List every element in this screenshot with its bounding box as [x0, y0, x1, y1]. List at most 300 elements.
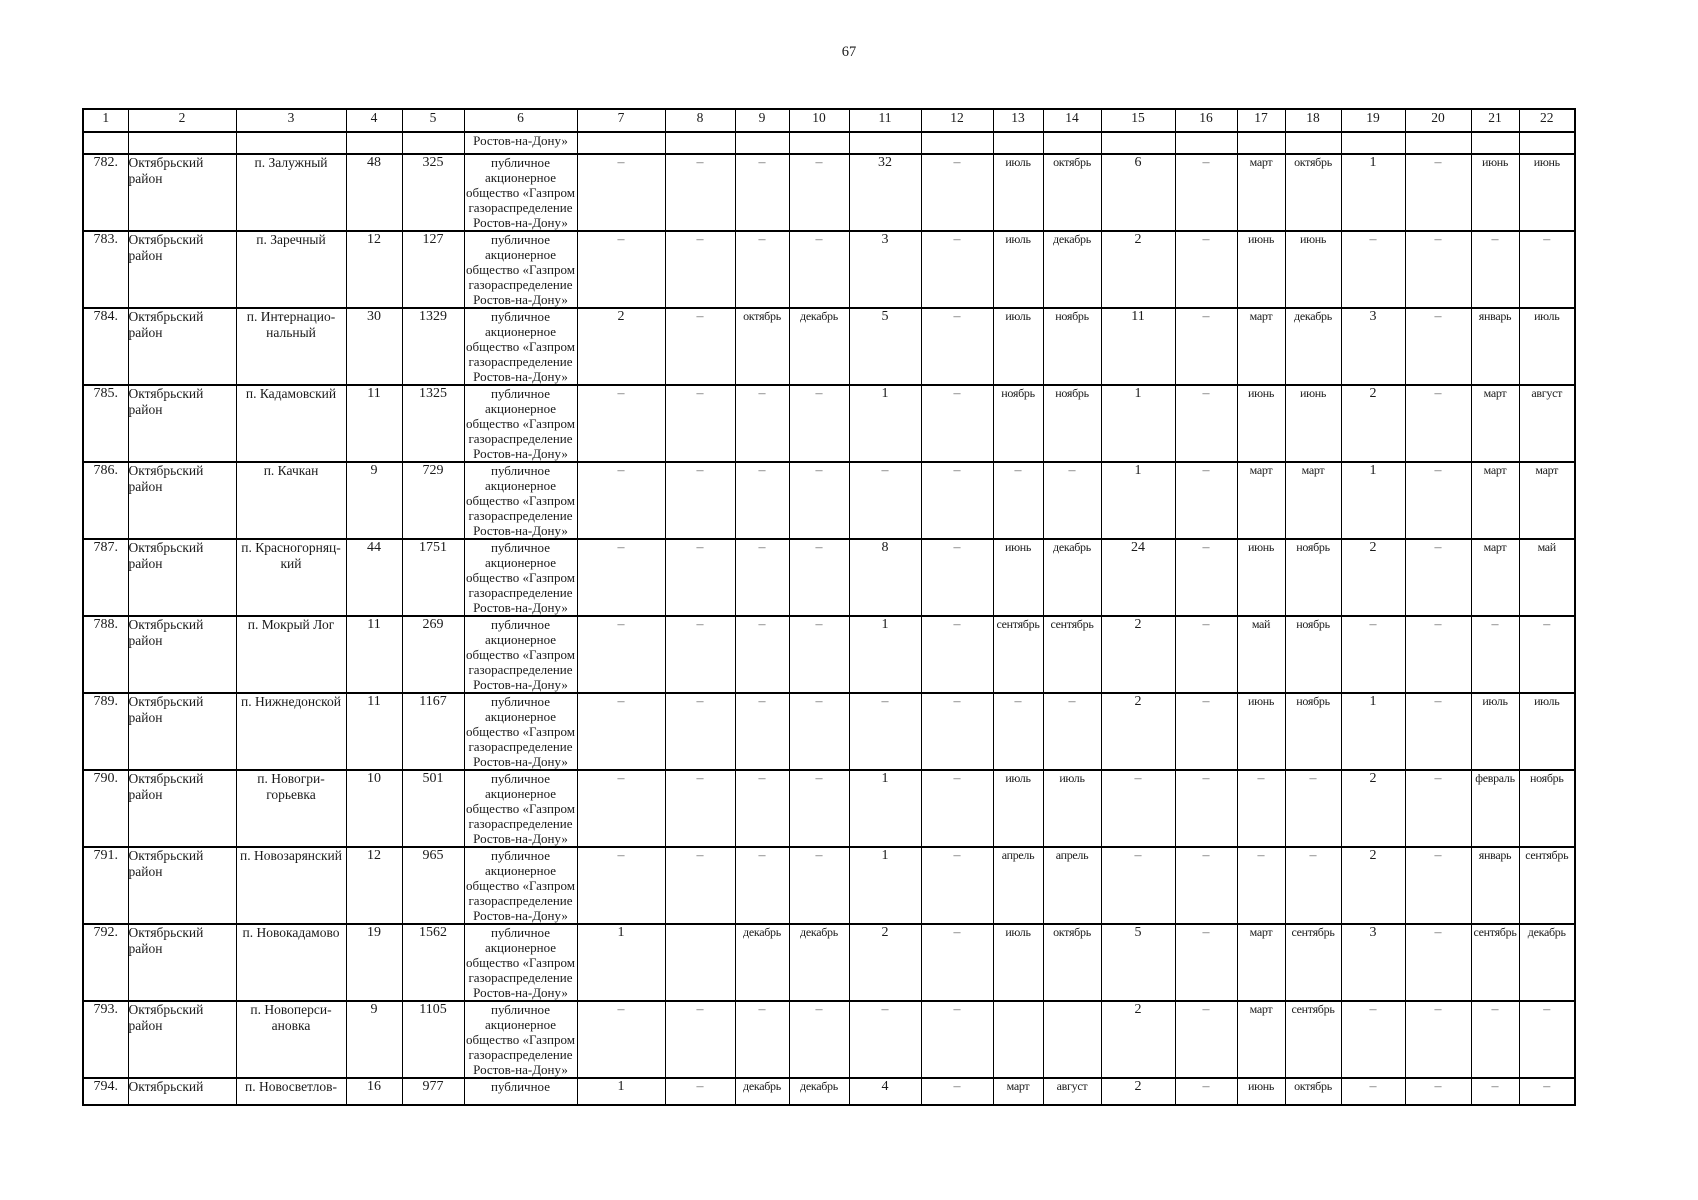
- text-line: акционерное: [484, 401, 557, 416]
- dash-cell: –: [1471, 1078, 1519, 1105]
- column-number-header: 18: [1285, 109, 1341, 132]
- value-cell: 3: [1341, 924, 1405, 1001]
- month-cell: июль: [1519, 308, 1575, 385]
- row-number-cell: 793.: [83, 1001, 128, 1078]
- month-cell: июль: [1471, 693, 1519, 770]
- dash-cell: –: [1175, 924, 1237, 1001]
- dash-cell: –: [577, 616, 665, 693]
- dash-cell: –: [1519, 616, 1575, 693]
- dash-cell: –: [577, 231, 665, 308]
- dash-cell: –: [1175, 770, 1237, 847]
- value-cell: 127: [402, 231, 464, 308]
- dash-cell: –: [1405, 1078, 1471, 1105]
- row-number-cell: 794.: [83, 1078, 128, 1105]
- district-cell: [128, 539, 236, 616]
- value-cell: 1: [849, 770, 921, 847]
- column-number-header: 11: [849, 109, 921, 132]
- value-cell: 19: [346, 924, 402, 1001]
- column-number-header: 9: [735, 109, 789, 132]
- month-cell: июнь: [1519, 154, 1575, 231]
- text-line: публичное: [491, 540, 550, 555]
- dash-cell: –: [577, 770, 665, 847]
- organization-cell: [464, 770, 577, 847]
- dash-cell: –: [1175, 231, 1237, 308]
- column-number-header: 3: [236, 109, 346, 132]
- organization-cell: [464, 1078, 577, 1105]
- settlement-cell: [236, 847, 346, 924]
- table-row: [83, 1001, 1575, 1078]
- empty-cell: [1043, 1001, 1101, 1078]
- month-cell: октябрь: [1285, 1078, 1341, 1105]
- dash-cell: –: [921, 154, 993, 231]
- month-cell: апрель: [993, 847, 1043, 924]
- month-cell: март: [1237, 308, 1285, 385]
- text-line: п. Новогри-: [257, 771, 325, 786]
- month-cell: июнь: [993, 539, 1043, 616]
- dash-cell: –: [735, 1001, 789, 1078]
- text-line: публичное: [491, 848, 550, 863]
- dash-cell: –: [665, 385, 735, 462]
- dash-cell: –: [1043, 693, 1101, 770]
- dash-cell: –: [1471, 616, 1519, 693]
- text-line: акционерное: [484, 1017, 557, 1032]
- district-cell: [128, 616, 236, 693]
- column-number-header: 13: [993, 109, 1043, 132]
- value-cell: 11: [1101, 308, 1175, 385]
- month-cell: май: [1237, 616, 1285, 693]
- month-cell: ноябрь: [1519, 770, 1575, 847]
- text-line: общество «Газпром: [465, 1032, 575, 1047]
- settlement-cell: [236, 770, 346, 847]
- text-line: нальный: [266, 324, 316, 340]
- value-cell: 9: [346, 1001, 402, 1078]
- month-cell: июнь: [1237, 1078, 1285, 1105]
- value-cell: 977: [402, 1078, 464, 1105]
- text-line: горьевка: [266, 786, 316, 802]
- value-cell: 1: [1101, 385, 1175, 462]
- text-line: газораспределение: [468, 200, 573, 215]
- value-cell: 1: [577, 924, 665, 1001]
- row-number-cell: 790.: [83, 770, 128, 847]
- dash-cell: –: [921, 539, 993, 616]
- table-row: [83, 1078, 1575, 1105]
- dash-cell: –: [1405, 462, 1471, 539]
- dash-cell: –: [735, 154, 789, 231]
- district-cell: [128, 770, 236, 847]
- text-line: п. Новокадамово: [242, 925, 340, 940]
- value-cell: 269: [402, 616, 464, 693]
- value-cell: 8: [849, 539, 921, 616]
- dash-cell: –: [789, 539, 849, 616]
- dash-cell: –: [1471, 1001, 1519, 1078]
- dash-cell: –: [789, 770, 849, 847]
- dash-cell: –: [1341, 616, 1405, 693]
- text-line: публичное: [491, 925, 550, 940]
- month-cell: декабрь: [1043, 539, 1101, 616]
- value-cell: 1325: [402, 385, 464, 462]
- month-cell: ноябрь: [1043, 308, 1101, 385]
- text-line: Октябрьский: [128, 386, 204, 401]
- text-line: Октябрьский: [128, 617, 204, 632]
- value-cell: 5: [1101, 924, 1175, 1001]
- month-cell: сентябрь: [1285, 1001, 1341, 1078]
- empty-cell: [83, 132, 128, 154]
- text-line: район: [128, 247, 163, 263]
- text-line: Ростов-на-Дону»: [473, 908, 568, 923]
- dash-cell: –: [577, 539, 665, 616]
- column-number-header: 10: [789, 109, 849, 132]
- text-line: район: [128, 555, 163, 571]
- gasification-schedule-table: [82, 108, 1576, 1106]
- text-line: публичное: [491, 617, 550, 632]
- table-row: [83, 231, 1575, 308]
- empty-cell: [346, 132, 402, 154]
- empty-cell: [993, 132, 1043, 154]
- text-line: общество «Газпром: [465, 493, 575, 508]
- row-number-cell: 789.: [83, 693, 128, 770]
- text-line: общество «Газпром: [465, 724, 575, 739]
- month-cell: октябрь: [1043, 924, 1101, 1001]
- district-cell: [128, 462, 236, 539]
- text-line: общество «Газпром: [465, 570, 575, 585]
- month-cell: декабрь: [1519, 924, 1575, 1001]
- table-row: [83, 154, 1575, 231]
- month-cell: октябрь: [735, 308, 789, 385]
- column-number-header: 12: [921, 109, 993, 132]
- dash-cell: –: [665, 462, 735, 539]
- month-cell: июль: [1519, 693, 1575, 770]
- value-cell: 1: [849, 616, 921, 693]
- text-line: район: [128, 940, 163, 956]
- month-cell: июль: [993, 770, 1043, 847]
- text-line: Октябрьский: [128, 848, 204, 863]
- month-cell: ноябрь: [1285, 539, 1341, 616]
- dash-cell: –: [665, 539, 735, 616]
- empty-cell: [128, 132, 236, 154]
- dash-cell: –: [1405, 385, 1471, 462]
- empty-cell: [921, 132, 993, 154]
- month-cell: декабрь: [789, 308, 849, 385]
- text-line: акционерное: [484, 555, 557, 570]
- dash-cell: –: [1519, 1001, 1575, 1078]
- value-cell: 11: [346, 616, 402, 693]
- dash-cell: –: [789, 462, 849, 539]
- empty-cell: [577, 132, 665, 154]
- text-line: Октябрьский: [128, 540, 204, 555]
- value-cell: 1: [577, 1078, 665, 1105]
- column-number-header: 8: [665, 109, 735, 132]
- dash-cell: –: [1405, 770, 1471, 847]
- dash-cell: –: [1175, 1001, 1237, 1078]
- value-cell: 1: [849, 385, 921, 462]
- dash-cell: –: [921, 924, 993, 1001]
- text-line: Октябрьский: [128, 694, 204, 709]
- value-cell: 9: [346, 462, 402, 539]
- value-cell: 729: [402, 462, 464, 539]
- table-row: [83, 847, 1575, 924]
- empty-cell: [1405, 132, 1471, 154]
- month-cell: декабрь: [735, 1078, 789, 1105]
- empty-cell: [735, 132, 789, 154]
- text-line: публичное: [491, 1079, 550, 1094]
- empty-cell: [1519, 132, 1575, 154]
- column-number-header: 22: [1519, 109, 1575, 132]
- month-cell: июль: [993, 154, 1043, 231]
- dash-cell: –: [1175, 693, 1237, 770]
- column-number-header: 14: [1043, 109, 1101, 132]
- text-line: район: [128, 478, 163, 494]
- dash-cell: –: [735, 462, 789, 539]
- text-line: акционерное: [484, 786, 557, 801]
- organization-cell: [464, 693, 577, 770]
- month-cell: июнь: [1237, 231, 1285, 308]
- month-cell: июль: [993, 924, 1043, 1001]
- text-line: газораспределение: [468, 816, 573, 831]
- text-line: общество «Газпром: [465, 185, 575, 200]
- organization-cell: [464, 385, 577, 462]
- month-cell: март: [1237, 154, 1285, 231]
- month-cell: ноябрь: [1285, 693, 1341, 770]
- value-cell: 501: [402, 770, 464, 847]
- text-line: Октябрьский: [128, 155, 204, 170]
- value-cell: 3: [849, 231, 921, 308]
- text-line: Ростов-на-Дону»: [473, 754, 568, 769]
- text-line: газораспределение: [468, 277, 573, 292]
- dash-cell: –: [1175, 847, 1237, 924]
- dash-cell: –: [577, 847, 665, 924]
- text-line: газораспределение: [468, 662, 573, 677]
- value-cell: 1: [1341, 693, 1405, 770]
- month-cell: июль: [993, 308, 1043, 385]
- organization-cell: [464, 847, 577, 924]
- text-line: Октябрьский: [128, 1002, 204, 1017]
- dash-cell: –: [789, 693, 849, 770]
- table-row: [83, 539, 1575, 616]
- value-cell: 12: [346, 847, 402, 924]
- text-line: публичное: [491, 463, 550, 478]
- dash-cell: –: [921, 1001, 993, 1078]
- dash-cell: –: [1405, 847, 1471, 924]
- settlement-cell: [236, 231, 346, 308]
- text-line: публичное: [491, 771, 550, 786]
- organization-cell: [464, 924, 577, 1001]
- row-number-cell: 787.: [83, 539, 128, 616]
- empty-cell: [789, 132, 849, 154]
- month-cell: январь: [1471, 308, 1519, 385]
- settlement-cell: [236, 693, 346, 770]
- month-cell: сентябрь: [1471, 924, 1519, 1001]
- month-cell: июль: [1043, 770, 1101, 847]
- text-line: газораспределение: [468, 508, 573, 523]
- empty-cell: [849, 132, 921, 154]
- month-cell: сентябрь: [993, 616, 1043, 693]
- dash-cell: –: [921, 770, 993, 847]
- dash-cell: –: [665, 847, 735, 924]
- text-line: общество «Газпром: [465, 416, 575, 431]
- text-line: Октябрьский: [128, 232, 204, 247]
- dash-cell: –: [665, 154, 735, 231]
- month-cell: март: [1471, 385, 1519, 462]
- text-line: п. Новоперси-: [250, 1002, 332, 1017]
- value-cell: 16: [346, 1078, 402, 1105]
- column-number-header-row: [83, 109, 1575, 132]
- text-line: газораспределение: [468, 1047, 573, 1062]
- text-line: Ростов-на-Дону»: [473, 831, 568, 846]
- text-line: район: [128, 170, 163, 186]
- month-cell: июнь: [1237, 385, 1285, 462]
- text-line: публичное: [491, 694, 550, 709]
- text-line: п. Интернацио-: [246, 309, 336, 324]
- district-cell: [128, 231, 236, 308]
- empty-cell: [1043, 132, 1101, 154]
- text-line: акционерное: [484, 247, 557, 262]
- dash-cell: –: [921, 308, 993, 385]
- dash-cell: –: [1405, 693, 1471, 770]
- text-line: район: [128, 632, 163, 648]
- dash-cell: –: [665, 693, 735, 770]
- text-line: Октябрьский: [128, 925, 204, 940]
- settlement-cell: [236, 462, 346, 539]
- empty-cell: [1101, 132, 1175, 154]
- column-number-header: 19: [1341, 109, 1405, 132]
- dash-cell: –: [789, 616, 849, 693]
- text-line: п. Заречный: [256, 232, 326, 247]
- value-cell: 1167: [402, 693, 464, 770]
- month-cell: июнь: [1285, 385, 1341, 462]
- text-line: акционерное: [484, 940, 557, 955]
- dash-cell: –: [921, 462, 993, 539]
- dash-cell: –: [665, 1078, 735, 1105]
- column-number-header: 17: [1237, 109, 1285, 132]
- value-cell: 10: [346, 770, 402, 847]
- organization-cell: [464, 616, 577, 693]
- dash-cell: –: [1237, 770, 1285, 847]
- dash-cell: –: [789, 385, 849, 462]
- dash-cell: –: [665, 231, 735, 308]
- dash-cell: –: [1175, 616, 1237, 693]
- dash-cell: –: [1405, 308, 1471, 385]
- value-cell: 44: [346, 539, 402, 616]
- organization-cell: [464, 308, 577, 385]
- dash-cell: –: [735, 770, 789, 847]
- dash-cell: –: [993, 462, 1043, 539]
- dash-cell: –: [789, 231, 849, 308]
- settlement-cell: [236, 385, 346, 462]
- column-number-header: 21: [1471, 109, 1519, 132]
- dash-cell: –: [1175, 385, 1237, 462]
- table-row: [83, 693, 1575, 770]
- dash-cell: –: [921, 693, 993, 770]
- value-cell: 30: [346, 308, 402, 385]
- month-cell: март: [1237, 924, 1285, 1001]
- text-line: п. Мокрый Лог: [247, 617, 335, 632]
- dash-cell: –: [1405, 154, 1471, 231]
- row-number-cell: 784.: [83, 308, 128, 385]
- text-line: акционерное: [484, 709, 557, 724]
- column-number-header: 15: [1101, 109, 1175, 132]
- value-cell: 1562: [402, 924, 464, 1001]
- value-cell: 2: [1101, 616, 1175, 693]
- settlement-cell: [236, 154, 346, 231]
- dash-cell: –: [735, 693, 789, 770]
- month-cell: июнь: [1237, 539, 1285, 616]
- text-line: район: [128, 324, 163, 340]
- value-cell: 2: [1101, 693, 1175, 770]
- dash-cell: –: [1285, 770, 1341, 847]
- organization-cell: [464, 539, 577, 616]
- empty-cell: [1237, 132, 1285, 154]
- district-cell: [128, 924, 236, 1001]
- dash-cell: –: [577, 1001, 665, 1078]
- text-line: Октябрьский: [128, 771, 204, 786]
- value-cell: 5: [849, 308, 921, 385]
- value-cell: 1: [1101, 462, 1175, 539]
- text-line: публичное: [491, 1002, 550, 1017]
- dash-cell: –: [665, 770, 735, 847]
- text-line: общество «Газпром: [465, 801, 575, 816]
- table-row: [83, 462, 1575, 539]
- empty-cell: [402, 132, 464, 154]
- text-line: публичное: [491, 309, 550, 324]
- text-line: общество «Газпром: [465, 955, 575, 970]
- dash-cell: –: [921, 385, 993, 462]
- month-cell: январь: [1471, 847, 1519, 924]
- month-cell: сентябрь: [1285, 924, 1341, 1001]
- text-line: п. Нижнедонской: [241, 694, 341, 709]
- column-number-header: 5: [402, 109, 464, 132]
- value-cell: 965: [402, 847, 464, 924]
- text-line: газораспределение: [468, 970, 573, 985]
- dash-cell: –: [1519, 231, 1575, 308]
- row-number-cell: 785.: [83, 385, 128, 462]
- value-cell: 1329: [402, 308, 464, 385]
- dash-cell: –: [1175, 308, 1237, 385]
- empty-cell: [1285, 132, 1341, 154]
- value-cell: 2: [1341, 539, 1405, 616]
- district-cell: [128, 1078, 236, 1105]
- dash-cell: –: [1405, 924, 1471, 1001]
- settlement-cell: [236, 308, 346, 385]
- value-cell: 1105: [402, 1001, 464, 1078]
- month-cell: март: [1237, 462, 1285, 539]
- text-line: газораспределение: [468, 893, 573, 908]
- value-cell: 2: [577, 308, 665, 385]
- month-cell: март: [1519, 462, 1575, 539]
- dash-cell: –: [1101, 847, 1175, 924]
- dash-cell: –: [789, 154, 849, 231]
- month-cell: апрель: [1043, 847, 1101, 924]
- month-cell: март: [1471, 539, 1519, 616]
- table-row: [83, 385, 1575, 462]
- value-cell: 1: [1341, 462, 1405, 539]
- value-cell: 2: [1341, 770, 1405, 847]
- month-cell: август: [1043, 1078, 1101, 1105]
- month-cell: июль: [993, 231, 1043, 308]
- month-cell: ноябрь: [993, 385, 1043, 462]
- value-cell: 2: [849, 924, 921, 1001]
- value-cell: 2: [1341, 385, 1405, 462]
- text-line: Ростов-на-Дону»: [473, 292, 568, 307]
- month-cell: декабрь: [735, 924, 789, 1001]
- dash-cell: –: [735, 847, 789, 924]
- empty-cell: [1341, 132, 1405, 154]
- dash-cell: –: [735, 231, 789, 308]
- value-cell: 12: [346, 231, 402, 308]
- text-line: общество «Газпром: [465, 262, 575, 277]
- dash-cell: –: [577, 462, 665, 539]
- column-number-header: 20: [1405, 109, 1471, 132]
- text-line: общество «Газпром: [465, 647, 575, 662]
